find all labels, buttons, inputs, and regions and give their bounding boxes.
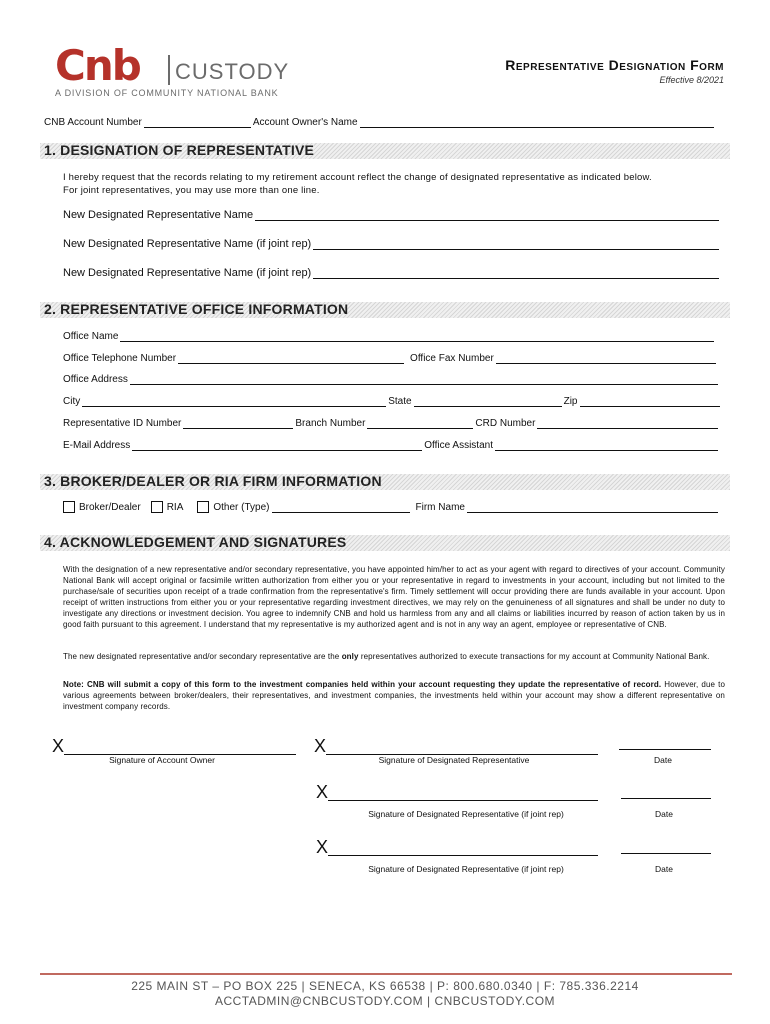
office-phone-row: [63, 353, 718, 364]
rep-id-row: [63, 418, 720, 429]
section-2-header: [40, 302, 730, 318]
joint-rep-row-2: [63, 267, 721, 279]
owner-signature-label: Signature of Account Owner: [109, 755, 215, 765]
rep-signature-line[interactable]: [314, 736, 598, 757]
date-field-2[interactable]: [621, 788, 711, 799]
joint-rep-field-1[interactable]: [313, 239, 719, 250]
firm-type-row: [63, 501, 720, 513]
section-4-header: [40, 535, 730, 551]
rep-id-field[interactable]: [183, 418, 293, 429]
note-text: However, due to various agreements between broker/dealers, their representatives, and investment companies, the investments held within your account may show a different representative on investment company records.: [63, 680, 726, 711]
rep-name-label: New Designated Representative Name: [63, 209, 254, 221]
cnb-logo: Cnb: [55, 41, 140, 90]
rep-id-label: Representative ID Number: [63, 418, 182, 429]
footer-contact: ACCTADMIN@CNBCUSTODY.COM | CNBCUSTODY.COM: [214, 994, 556, 1008]
office-fax-label: Office Fax Number: [410, 353, 494, 364]
office-address-label: Office Address: [63, 374, 128, 385]
office-assistant-field[interactable]: [495, 440, 718, 451]
joint-rep-signature-label-1: Signature of Designated Representative (if joint rep): [368, 809, 564, 819]
city-state-zip-row: [63, 396, 722, 407]
logo-custody-text: CUSTODY: [175, 59, 290, 84]
rep-name-row: [63, 209, 721, 221]
joint-rep-signature-field-2[interactable]: [328, 845, 598, 856]
only-reps-text-2: representatives authorized to execute transactions for my account at Community National Bank.: [358, 652, 710, 661]
owner-name-field[interactable]: [360, 117, 714, 128]
zip-label: Zip: [563, 396, 578, 407]
owner-x-mark: X: [52, 736, 65, 756]
office-assistant-label: Office Assistant: [424, 440, 493, 451]
rep-signature-field[interactable]: [326, 744, 598, 755]
state-field[interactable]: [414, 396, 562, 407]
city-field[interactable]: [82, 396, 386, 407]
firm-name-field[interactable]: [467, 502, 718, 513]
date-label-2: Date: [655, 809, 673, 819]
rep-signature-label: Signature of Designated Representative: [378, 755, 530, 765]
date-field-1[interactable]: [619, 739, 711, 750]
only-reps-text-1: The new designated representative and/or secondary representative are the: [63, 652, 342, 661]
joint-rep-signature-line-1[interactable]: [316, 782, 598, 803]
office-phone-field[interactable]: [178, 353, 404, 364]
broker-dealer-checkbox[interactable]: [63, 501, 75, 513]
other-label: Other (Type): [213, 501, 270, 513]
joint-rep-label-2: New Designated Representative Name (if joint rep): [63, 267, 312, 279]
section-1-intro: [63, 171, 733, 197]
crd-number-field[interactable]: [537, 418, 718, 429]
office-phone-label: Office Telephone Number: [63, 353, 177, 364]
section-2-title: 2. REPRESENTATIVE OFFICE INFORMATION: [44, 301, 349, 317]
joint-rep-x-mark-1: X: [316, 782, 329, 802]
joint-rep-x-mark-2: X: [316, 837, 329, 857]
joint-rep-row-1: [63, 238, 721, 250]
effective-date: Effective 8/2021: [659, 75, 724, 85]
joint-rep-field-2[interactable]: [313, 268, 719, 279]
section-3-title: 3. BROKER/DEALER OR RIA FIRM INFORMATION: [44, 473, 382, 489]
date-label-3: Date: [655, 864, 673, 874]
branch-number-label: Branch Number: [295, 418, 366, 429]
only-reps-paragraph: [63, 651, 725, 662]
other-type-field[interactable]: [272, 502, 410, 513]
owner-signature-field[interactable]: [64, 744, 296, 755]
crd-number-label: CRD Number: [475, 418, 536, 429]
ria-checkbox[interactable]: [151, 501, 163, 513]
account-number-label: CNB Account Number: [44, 117, 142, 128]
rep-name-field[interactable]: [255, 210, 719, 221]
office-fax-field[interactable]: [496, 353, 716, 364]
note-bold: Note: CNB will submit a copy of this form to the investment companies held within your account requesting they update the representative of record.: [63, 680, 662, 689]
email-label: E-Mail Address: [63, 440, 131, 451]
note-paragraph: [63, 679, 725, 712]
branch-number-field[interactable]: [367, 418, 473, 429]
acknowledgement-paragraph: With the designation of a new representative and/or secondary representative, you have appointed him/her to act as your agent with regard to directives of your account. Community National Bank will accept original or facsimile written authorization from either you or your representative in regard to investments in your account, including but not limited to the purchase/sale of securities upon receipt of a trade confirmation from the representative's firm. Timely settlement will occur providing there are funds available in your account. Upon receipt of written instructions from either you or your representative regarding investment directives, we may rely on the genuineness of all signatures and shall be under no duty to investigate any directions or investment decision. You agree to indemnify CNB and hold us harmless from any and all claims or liabilities incurred by reason of action taken by us in good faith pursuant to this agreement. I understand that my representative is my authorized agent and is not in any way an agent, employee or representative of CNB.: [63, 565, 725, 629]
state-label: State: [388, 396, 412, 407]
date-field-3[interactable]: [621, 843, 711, 854]
joint-rep-signature-label-2: Signature of Designated Representative (if joint rep): [368, 864, 564, 874]
rep-x-mark: X: [314, 736, 327, 756]
intro-line-1: I hereby request that the records relating to my retirement account reflect the change of designated representative as indicated below.: [63, 172, 652, 183]
firm-name-label: Firm Name: [415, 501, 465, 513]
joint-rep-signature-line-2[interactable]: [316, 837, 598, 858]
city-label: City: [63, 396, 81, 407]
section-4-title: 4. ACKNOWLEDGEMENT AND SIGNATURES: [44, 534, 347, 550]
office-name-label: Office Name: [63, 331, 119, 342]
email-row: [63, 440, 720, 451]
joint-rep-label-1: New Designated Representative Name (if joint rep): [63, 238, 312, 250]
joint-rep-signature-field-1[interactable]: [328, 790, 598, 801]
intro-line-2: For joint representatives, you may use more than one line.: [63, 185, 320, 196]
office-name-field[interactable]: [120, 331, 714, 342]
section-3-header: [40, 474, 730, 490]
other-checkbox[interactable]: [197, 501, 209, 513]
email-field[interactable]: [132, 440, 422, 451]
date-label-1: Date: [654, 755, 672, 765]
footer-divider: [40, 973, 732, 975]
footer-address: 225 MAIN ST – PO BOX 225 | SENECA, KS 66538 | P: 800.680.0340 | F: 785.336.2214: [131, 979, 639, 993]
office-address-row: [63, 374, 720, 385]
office-address-field[interactable]: [130, 374, 718, 385]
ria-label: RIA: [166, 501, 184, 513]
section-1-title: 1. DESIGNATION OF REPRESENTATIVE: [44, 142, 315, 158]
office-name-row: [63, 331, 716, 342]
account-number-field[interactable]: [144, 117, 251, 128]
account-row: [44, 117, 716, 128]
section-1-header: [40, 143, 730, 159]
zip-field[interactable]: [580, 396, 721, 407]
form-title: Representative Designation Form: [505, 57, 724, 73]
logo-divider: [168, 55, 170, 85]
owner-signature-line[interactable]: [52, 736, 296, 757]
broker-dealer-label: Broker/Dealer: [79, 501, 141, 513]
only-reps-bold: only: [341, 652, 359, 661]
logo-division-text: A DIVISION OF COMMUNITY NATIONAL BANK: [55, 88, 279, 98]
owner-name-label: Account Owner's Name: [252, 117, 358, 128]
